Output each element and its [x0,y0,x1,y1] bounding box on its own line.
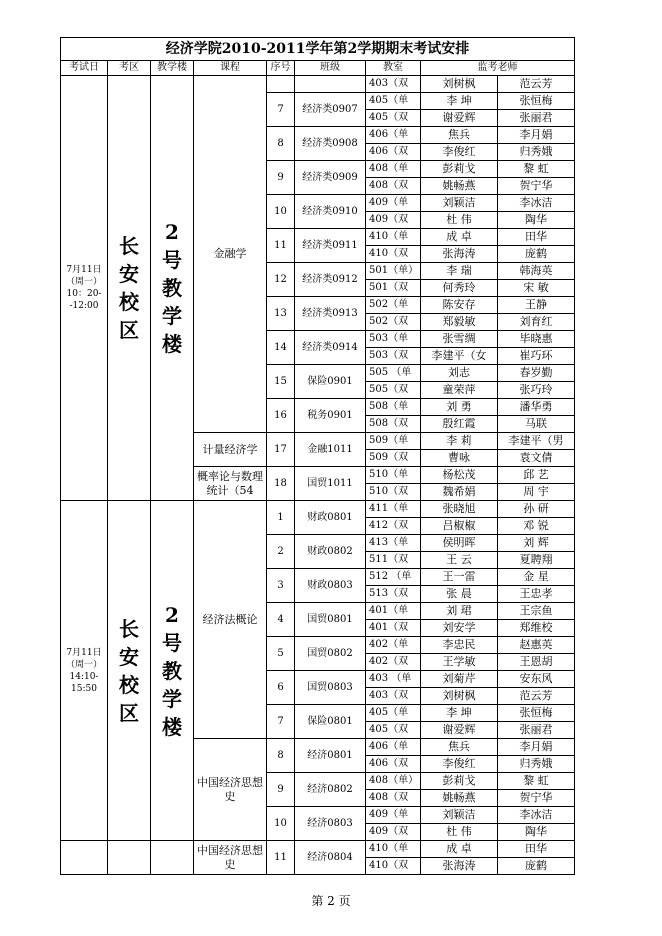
class-cell: 经济0804 [295,841,366,875]
proctor-cell: 张恒梅 [498,93,575,110]
room-cell: 406（单 [366,127,421,144]
proctor-cell: 李建平（女 [421,348,498,365]
exam-building-text: 2号教学楼 [162,220,182,356]
room-cell: 501（双 [366,280,421,297]
room-cell: 408（单 [366,161,421,178]
proctor-cell: 王宗鱼 [498,603,575,620]
class-cell: 经济类0908 [295,127,366,161]
room-cell: 403（双 [366,76,421,93]
proctor-cell: 王一雷 [421,569,498,586]
proctor-cell: 曹咏 [421,450,498,467]
class-cell: 经济类0907 [295,93,366,127]
proctor-cell: 刘育红 [498,314,575,331]
proctor-cell: 刘颖洁 [421,195,498,212]
proctor-cell: 陈安存 [421,297,498,314]
class-cell: 经济0803 [295,807,366,841]
room-cell: 408（双 [366,790,421,807]
class-cell: 经济0802 [295,773,366,807]
proctor-cell: 张巧玲 [498,382,575,399]
seq-cell: 5 [267,637,295,671]
header-date: 考试日 [61,61,108,76]
room-cell: 501（单） [366,263,421,280]
proctor-cell: 谢爱辉 [421,722,498,739]
proctor-cell: 陶华 [498,824,575,841]
proctor-cell: 彭莉戈 [421,161,498,178]
room-cell: 413（单 [366,535,421,552]
class-cell: 国贸1011 [295,467,366,501]
class-cell: 经济类0911 [295,229,366,263]
table-row [61,841,575,858]
proctor-cell: 赵惠英 [498,637,575,654]
proctor-cell: 何秀玲 [421,280,498,297]
proctor-cell: 成 卓 [421,229,498,246]
room-cell: 505（双 [366,382,421,399]
proctor-cell: 刘志 [421,365,498,382]
room-cell: 406（双 [366,756,421,773]
class-cell: 财政0802 [295,535,366,569]
proctor-cell: 姚畅燕 [421,178,498,195]
proctor-cell: 归秀娥 [498,756,575,773]
proctor-cell: 黎 虹 [498,161,575,178]
room-cell: 502（双 [366,314,421,331]
seq-cell: 12 [267,263,295,297]
proctor-cell: 焦兵 [421,739,498,756]
proctor-cell: 春岁勤 [498,365,575,382]
proctor-cell: 李月娟 [498,127,575,144]
class-cell: 经济0801 [295,739,366,773]
class-cell: 经济类0913 [295,297,366,331]
proctor-cell: 张丽君 [498,110,575,127]
proctor-cell: 魏希娟 [421,484,498,501]
class-cell: 金融1011 [295,433,366,467]
proctor-cell: 张海涛 [421,858,498,875]
room-cell: 412（双 [366,518,421,535]
proctor-cell: 王 云 [421,552,498,569]
proctor-cell: 崔巧环 [498,348,575,365]
seq-cell: 4 [267,603,295,637]
exam-building [151,76,194,501]
seq-cell: 7 [267,705,295,739]
proctor-cell: 张晓旭 [421,501,498,518]
table-row [61,76,575,93]
class-cell: 财政0803 [295,569,366,603]
proctor-cell: 杜 伟 [421,824,498,841]
proctor-cell: 李冰洁 [498,195,575,212]
room-cell: 510（双 [366,484,421,501]
proctor-cell: 安东风 [498,671,575,688]
class-cell: 经济类0914 [295,331,366,365]
class-cell: 财政0801 [295,501,366,535]
room-cell: 406（单 [366,739,421,756]
seq-cell: 9 [267,773,295,807]
proctor-cell: 侯明晖 [421,535,498,552]
seq-cell: 13 [267,297,295,331]
proctor-cell: 宋 敏 [498,280,575,297]
proctor-cell: 邱 艺 [498,467,575,484]
proctor-cell: 王静 [498,297,575,314]
proctor-cell: 刘 辉 [498,535,575,552]
seq-cell: 15 [267,365,295,399]
header-room: 教室 [366,61,421,76]
proctor-cell: 庞鹤 [498,858,575,875]
room-cell: 408（双 [366,178,421,195]
class-cell: 国贸0801 [295,603,366,637]
proctor-cell: 李俊红 [421,756,498,773]
proctor-cell: 范云芳 [498,688,575,705]
class-cell: 经济类0912 [295,263,366,297]
room-cell: 511（双 [366,552,421,569]
proctor-cell: 张海涛 [421,246,498,263]
proctor-cell: 金 星 [498,569,575,586]
room-cell: 405（双 [366,110,421,127]
proctor-cell: 李忠民 [421,637,498,654]
building-cell [151,841,194,875]
room-cell: 505 （单 [366,365,421,382]
seq-cell: 2 [267,535,295,569]
room-cell: 508（双 [366,416,421,433]
proctor-cell: 刘 勇 [421,399,498,416]
room-cell: 406（双 [366,144,421,161]
header-proctor: 监考老师 [421,61,575,76]
room-cell: 405（单 [366,93,421,110]
proctor-cell: 庞鹤 [498,246,575,263]
course-jingjifa: 经济法概论 [194,501,267,739]
header-class: 班级 [295,61,366,76]
area-cell [108,841,151,875]
room-cell: 409（双 [366,824,421,841]
class-cell: 保险0901 [295,365,366,399]
exam-area-text: 长安校区 [119,234,139,342]
proctor-cell: 马联 [498,416,575,433]
proctor-cell: 黎 虹 [498,773,575,790]
course-jiliang: 计量经济学 [194,433,267,467]
room-cell: 410（双 [366,858,421,875]
proctor-cell: 刘 珺 [421,603,498,620]
exam-schedule-table [60,37,575,875]
table-row [61,501,575,518]
room-cell: 403（双 [366,688,421,705]
room-cell: 513（双 [366,586,421,603]
exam-area-text: 长安校区 [119,616,139,725]
room-cell: 410（单 [366,229,421,246]
seq-cell: 10 [267,195,295,229]
room-cell: 408（单） [366,773,421,790]
exam-area [108,76,151,501]
course-sixiangshi-2: 中国经济思想史 [194,841,267,875]
proctor-cell: 成 卓 [421,841,498,858]
proctor-cell: 孙 研 [498,501,575,518]
proctor-cell: 张恒梅 [498,705,575,722]
proctor-cell: 吕椒椒 [421,518,498,535]
room-cell: 503（双 [366,348,421,365]
proctor-cell: 田华 [498,229,575,246]
seq-cell: 1 [267,501,295,535]
seq-cell: 18 [267,467,295,501]
proctor-cell: 郑毅敏 [421,314,498,331]
proctor-cell: 潘华勇 [498,399,575,416]
proctor-cell: 毕晓惠 [498,331,575,348]
proctor-cell: 刘菊芹 [421,671,498,688]
proctor-cell: 姚畅燕 [421,790,498,807]
proctor-cell: 杜 伟 [421,212,498,229]
proctor-cell: 焦兵 [421,127,498,144]
proctor-cell: 李 莉 [421,433,498,450]
proctor-cell: 谢爱辉 [421,110,498,127]
room-cell: 509（单 [366,433,421,450]
proctor-cell: 邓 锐 [498,518,575,535]
course-sixiangshi: 中国经济思想史 [194,739,267,841]
exam-date: 7月11日（周一）10：20--12:00 [61,76,108,501]
proctor-cell: 李俊红 [421,144,498,161]
room-cell: 401（双 [366,620,421,637]
proctor-cell: 贺宁华 [498,790,575,807]
sheet-title: 经济学院2010-2011学年第2学期期末考试安排 [61,38,575,61]
seq-cell: 16 [267,399,295,433]
proctor-cell: 童荣萍 [421,382,498,399]
room-cell: 503（单 [366,331,421,348]
proctor-cell: 郑维校 [498,620,575,637]
exam-building-text: 2号教学楼 [162,602,182,739]
class-cell [295,76,366,93]
seq-cell: 17 [267,433,295,467]
room-cell: 401（单 [366,603,421,620]
seq-cell: 9 [267,161,295,195]
proctor-cell: 田华 [498,841,575,858]
class-cell: 税务0901 [295,399,366,433]
proctor-cell: 杨松茂 [421,467,498,484]
room-cell: 410（双 [366,246,421,263]
proctor-cell: 李 坤 [421,705,498,722]
course-gailvlun: 概率论与数理统计（54 [194,467,267,501]
seq-cell: 11 [267,841,295,875]
exam-building [151,501,194,841]
room-cell: 510（单 [366,467,421,484]
seq-cell: 6 [267,671,295,705]
header-seq: 序号 [267,61,295,76]
class-cell: 经济类0910 [295,195,366,229]
seq-cell: 11 [267,229,295,263]
proctor-cell: 夏聘翔 [498,552,575,569]
class-cell: 国贸0803 [295,671,366,705]
header-course: 课程 [194,61,267,76]
proctor-cell: 刘安学 [421,620,498,637]
room-cell: 410（单 [366,841,421,858]
proctor-cell: 张丽君 [498,722,575,739]
seq-cell: 10 [267,807,295,841]
room-cell: 411（单 [366,501,421,518]
class-cell: 保险0801 [295,705,366,739]
room-cell: 409（单 [366,195,421,212]
room-cell: 405（双 [366,722,421,739]
proctor-cell: 李 瑞 [421,263,498,280]
proctor-cell: 王学敏 [421,654,498,671]
header-building: 教学楼 [151,61,194,76]
proctor-cell: 归秀娥 [498,144,575,161]
page-footer: 第 2 页 [311,894,351,908]
seq-cell: 14 [267,331,295,365]
room-cell: 402（双 [366,654,421,671]
proctor-cell: 贺宁华 [498,178,575,195]
proctor-cell: 彭莉戈 [421,773,498,790]
exam-date: 7月11日（周一）14:10-15:50 [61,501,108,841]
class-cell: 经济类0909 [295,161,366,195]
proctor-cell: 韩海英 [498,263,575,280]
proctor-cell: 张 晨 [421,586,498,603]
room-cell: 402（单 [366,637,421,654]
proctor-cell: 刘树枫 [421,76,498,93]
proctor-cell: 刘颖洁 [421,807,498,824]
proctor-cell: 李月娟 [498,739,575,756]
seq-cell [267,76,295,93]
proctor-cell: 王忠孝 [498,586,575,603]
proctor-cell: 陶华 [498,212,575,229]
course-jinrongxue: 金融学 [194,76,267,433]
proctor-cell: 殷红霞 [421,416,498,433]
room-cell: 502（单 [366,297,421,314]
proctor-cell: 李建平（男 [498,433,575,450]
seq-cell: 7 [267,93,295,127]
room-cell: 405（单 [366,705,421,722]
seq-cell: 3 [267,569,295,603]
room-cell: 512 （单 [366,569,421,586]
proctor-cell: 范云芳 [498,76,575,93]
header-area: 考区 [108,61,151,76]
seq-cell: 8 [267,739,295,773]
proctor-cell: 袁文倩 [498,450,575,467]
seq-cell: 8 [267,127,295,161]
class-cell: 国贸0802 [295,637,366,671]
proctor-cell: 李 坤 [421,93,498,110]
room-cell: 409（双 [366,212,421,229]
proctor-cell: 刘树枫 [421,688,498,705]
exam-area [108,501,151,841]
proctor-cell: 王恩胡 [498,654,575,671]
room-cell: 403 （单 [366,671,421,688]
room-cell: 508（单 [366,399,421,416]
proctor-cell: 张雪绸 [421,331,498,348]
room-cell: 509（双 [366,450,421,467]
room-cell: 409（单 [366,807,421,824]
proctor-cell: 周 宇 [498,484,575,501]
date-cell [61,841,108,875]
proctor-cell: 李冰洁 [498,807,575,824]
